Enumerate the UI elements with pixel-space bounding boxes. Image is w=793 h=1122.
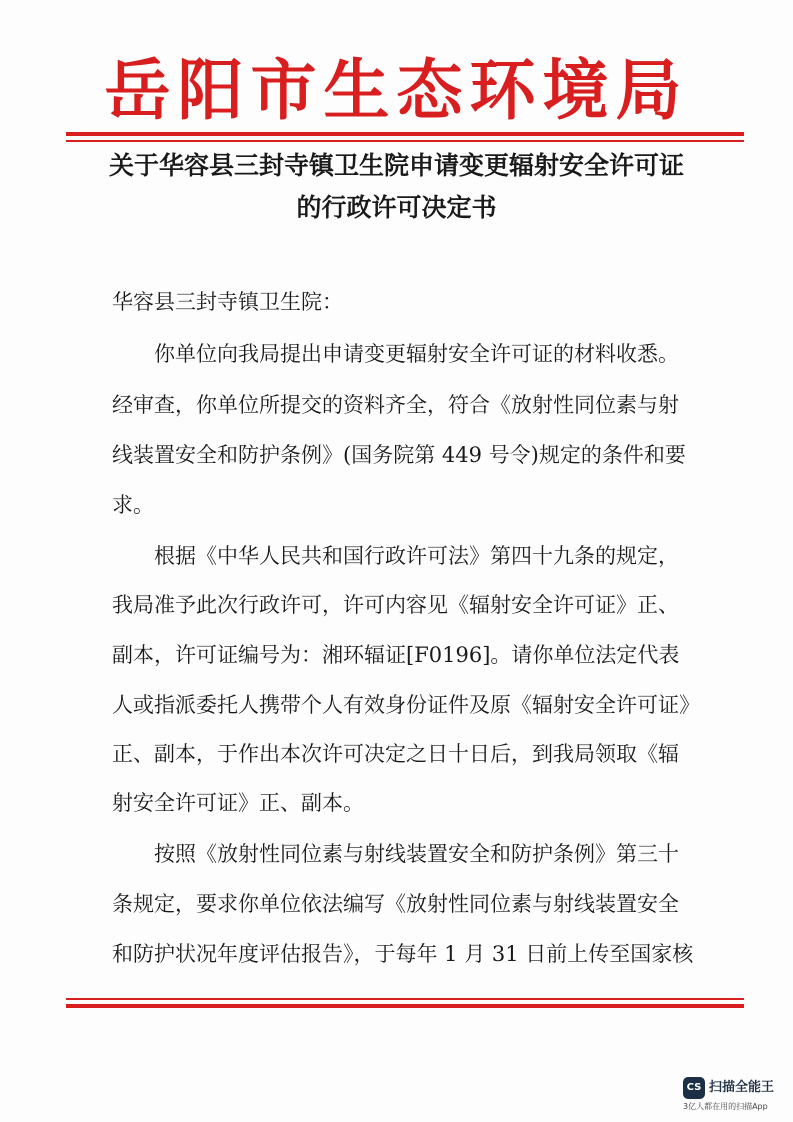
watermark-app-name: 扫描全能王: [709, 1080, 775, 1095]
body-line: 线装置安全和防护条例》(国务院第 449 号令)规定的条件和要: [112, 443, 686, 467]
body-line: 根据《中华人民共和国行政许可法》第四十九条的规定，: [112, 544, 679, 568]
body-line: 人或指派委托人携带个人有效身份证件及原《辐射安全许可证》: [112, 693, 700, 717]
footer-red-rule-thick: [66, 1004, 744, 1008]
document-title-line-2: 的行政许可决定书: [296, 193, 497, 222]
agency-header: 岳阳市生态环境局: [104, 51, 689, 129]
body-line: 射安全许可证》正、副本。: [112, 791, 364, 815]
header-red-rule-thin: [66, 140, 744, 142]
scanner-watermark: [683, 1077, 787, 1117]
document-title-line-1: 关于华容县三封寺镇卫生院申请变更辐射安全许可证: [108, 151, 684, 180]
body-line: 经审查，你单位所提交的资料齐全，符合《放射性同位素与射: [112, 393, 679, 417]
body-line: 副本，许可证编号为：湘环辐证[F0196]。请你单位法定代表: [112, 643, 680, 667]
camscanner-logo-icon: CS: [683, 1077, 705, 1099]
header-red-rule-thick: [66, 132, 744, 136]
body-line: 条规定，要求你单位依法编写《放射性同位素与射线装置安全: [112, 892, 679, 916]
body-line: 求。: [112, 493, 154, 517]
watermark-tagline: 3亿人都在用的扫描App: [683, 1102, 768, 1111]
body-line: 你单位向我局提出申请变更辐射安全许可证的材料收悉。: [112, 342, 679, 366]
body-line: 正、副本，于作出本次许可决定之日十日后，到我局领取《辐: [112, 742, 679, 766]
body-line: 和防护状况年度评估报告》，于每年 1 月 31 日前上传至国家核: [112, 942, 694, 966]
body-line: 我局准予此次行政许可，许可内容见《辐射安全许可证》正、: [112, 593, 679, 617]
salutation: 华容县三封寺镇卫生院：: [112, 290, 343, 314]
footer-red-rule-thin: [66, 998, 744, 1000]
body-line: 按照《放射性同位素与射线装置安全和防护条例》第三十: [112, 842, 679, 866]
